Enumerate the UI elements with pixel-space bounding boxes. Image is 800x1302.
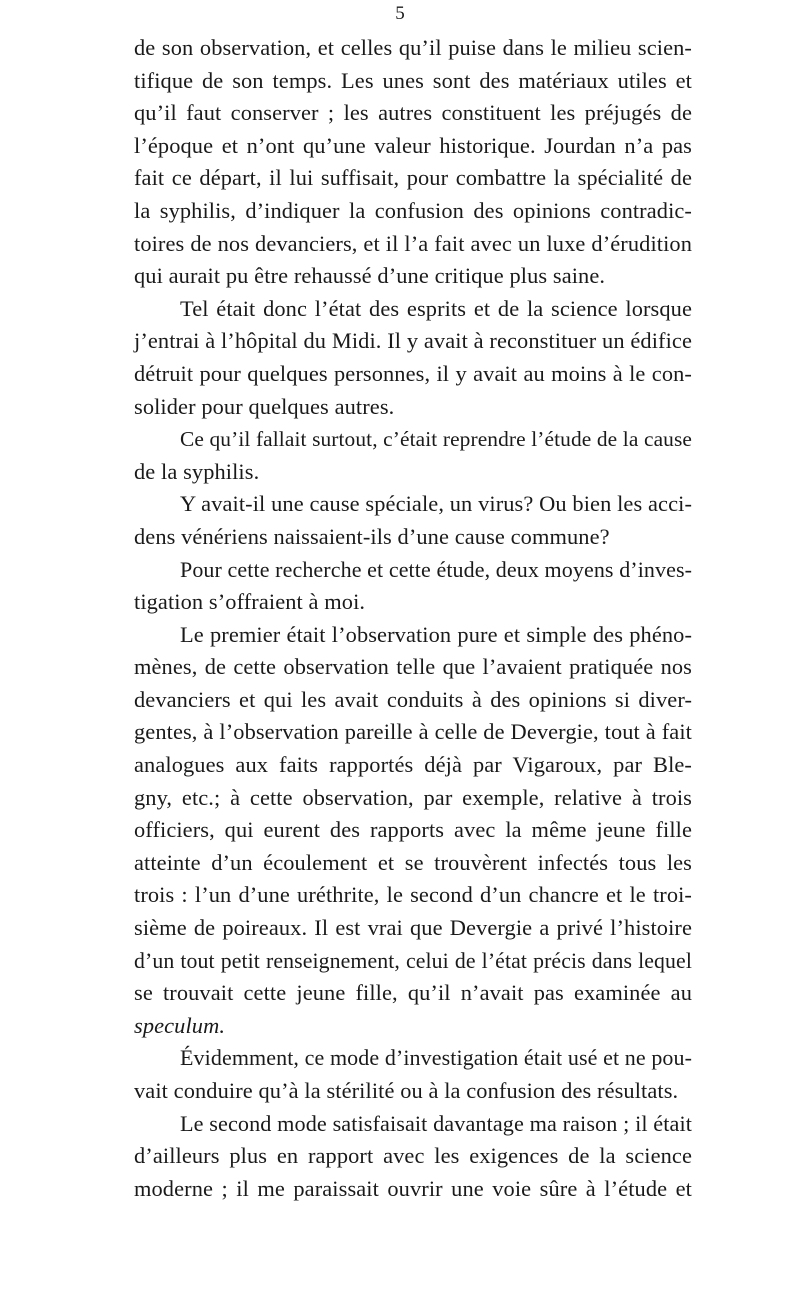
text-line: tifique de son temps. Les unes sont des matériaux utiles et — [134, 67, 692, 93]
text-line: se trouvait cette jeune fille, qu’il n’avait pas examinée au — [134, 980, 692, 1006]
text-line: analogues aux faits rapportés déjà par Vigaroux, par Ble- — [134, 752, 692, 778]
text-line: qu’il faut conserver ; les autres constituent les préjugés de — [134, 100, 692, 126]
text-line: la syphilis, d’indiquer la confusion des opinions contradic- — [134, 197, 692, 223]
text-line: Le second mode satisfaisait davantage ma raison ; il était — [180, 1110, 692, 1136]
text-line: sième de poireaux. Il est vrai que Devergie a privé l’histoire — [134, 915, 692, 941]
text-line: Évidemment, ce mode d’investigation était usé et ne pou- — [180, 1045, 693, 1071]
text-line: officiers, qui eurent des rapports avec la même jeune fille — [134, 817, 692, 843]
text-line: trois : l’un d’une uréthrite, le second d’un chancre et le troi- — [134, 882, 692, 908]
text-line: détruit pour quelques personnes, il y avait au moins à le con- — [134, 360, 692, 386]
text-line: toires de nos devanciers, et il l’a fait avec un luxe d’érudition — [134, 230, 692, 256]
text-line: de la syphilis. — [134, 458, 260, 484]
text-line: gny, etc.; à cette observation, par exemple, relative à trois — [134, 784, 692, 810]
text-line: l’époque et n’ont qu’une valeur historique. Jourdan n’a pas — [134, 132, 692, 158]
text-line: fait ce départ, il lui suffisait, pour combattre la spécialité de — [134, 165, 692, 191]
text-line: Le premier était l’observation pure et simple des phéno- — [180, 621, 692, 647]
text-line: Ce qu’il fallait surtout, c’était reprendre l’étude de la cause — [180, 427, 692, 452]
text-line: atteinte d’un écoulement et se trouvèrent infectés tous les — [134, 849, 692, 875]
text-line: speculum. — [134, 1012, 226, 1038]
text-line: Y avait-il une cause spéciale, un virus? Ou bien les acci- — [180, 491, 692, 517]
text-line: d’un tout petit renseignement, celui de l’état précis dans lequel — [134, 948, 692, 973]
body-text — [134, 32, 692, 1205]
text-line: de son observation, et celles qu’il puise dans le milieu scien- — [134, 35, 692, 60]
text-line: gentes, à l’observation pareille à celle de Devergie, tout à fait — [134, 719, 692, 745]
text-line: tigation s’offraient à moi. — [134, 589, 366, 615]
text-line: moderne ; il me paraissait ouvrir une voie sûre à l’étude et — [134, 1175, 692, 1201]
text-line: d’ailleurs plus en rapport avec les exigences de la science — [134, 1143, 692, 1169]
text-line: dens vénériens naissaient-ils d’une cause commune? — [134, 523, 610, 549]
text-line: j’entrai à l’hôpital du Midi. Il y avait à reconstituer un édifice — [134, 328, 692, 354]
text-line: solider pour quelques autres. — [134, 393, 395, 419]
text-line: devanciers et qui les avait conduits à des opinions si diver- — [134, 686, 692, 712]
text-line: mènes, de cette observation telle que l’avaient pratiquée nos — [134, 654, 692, 680]
text-line: qui aurait pu être rehaussé d’une critique plus saine. — [134, 263, 606, 289]
text-line: Pour cette recherche et cette étude, deux moyens d’inves- — [180, 556, 693, 582]
page-number: 5 — [395, 3, 405, 24]
text-line: vait conduire qu’à la stérilité ou à la confusion des résultats. — [134, 1078, 679, 1103]
text-line: Tel était donc l’état des esprits et de la science lorsque — [180, 295, 692, 321]
